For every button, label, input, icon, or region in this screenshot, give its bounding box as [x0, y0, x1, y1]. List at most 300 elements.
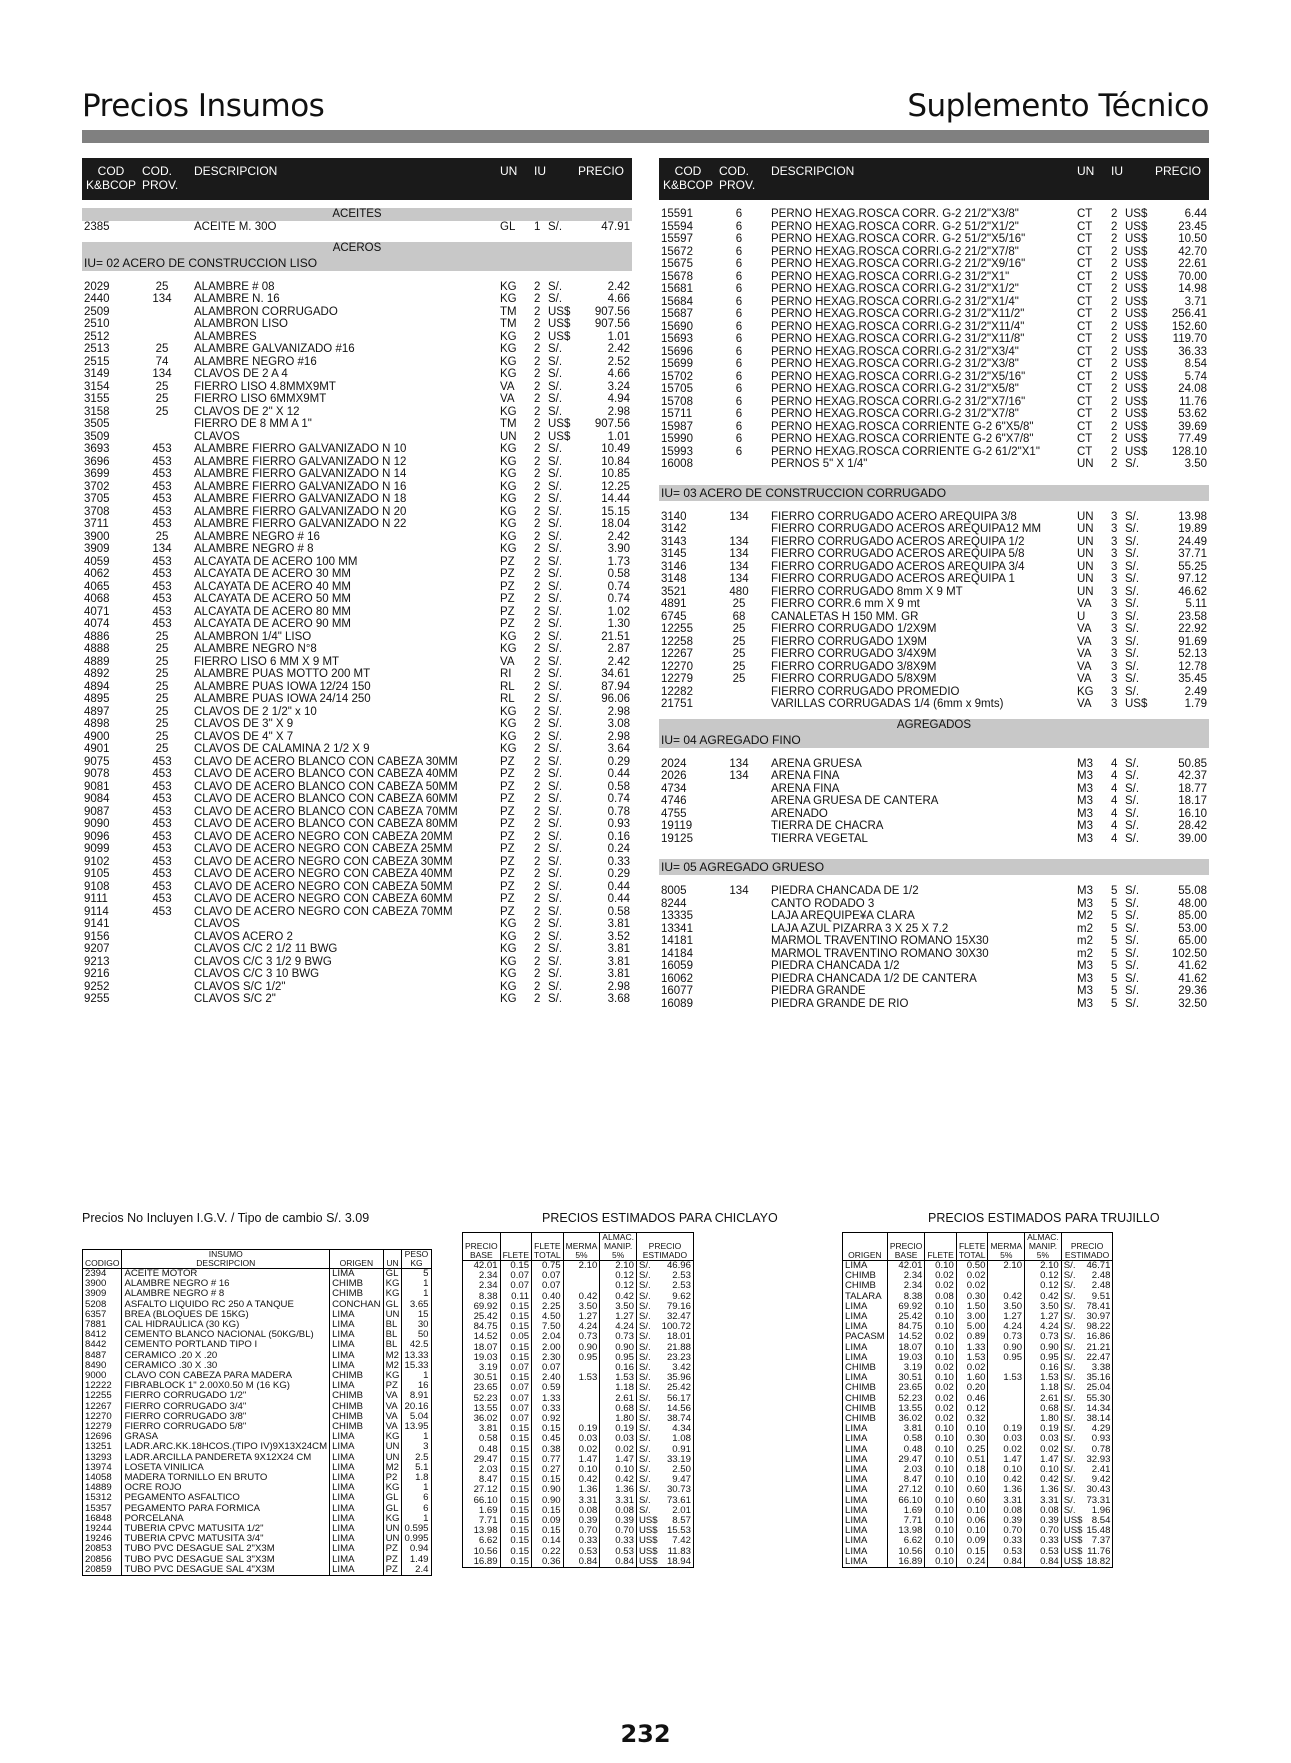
item-unit: KG: [500, 480, 517, 493]
item-code: 21751: [661, 698, 693, 710]
base-price: 14.52: [473, 1331, 498, 1343]
item-description: FIERRO CORRUGADO 3/8": [122, 1412, 330, 1422]
item-iu: 3: [1111, 635, 1118, 648]
shrinkage: 0.73: [563, 1332, 600, 1342]
right-price-column: [659, 158, 1209, 1018]
freight-total: 1.53: [956, 1353, 988, 1363]
table-row: [659, 623, 1209, 636]
table-header-row: [843, 1233, 1113, 1261]
item-code: 9216: [84, 968, 110, 980]
item-description: ALAMBRON LISO: [194, 318, 288, 330]
item-weight: 5.04: [402, 1412, 431, 1422]
table-row: [659, 573, 1209, 586]
item-iu: 4: [1111, 757, 1118, 770]
item-code: 9105: [84, 868, 110, 880]
provider-code: 453: [152, 568, 172, 580]
item-origin: LIMA: [845, 1535, 868, 1547]
item-weight: 1: [402, 1432, 431, 1442]
item-price: 0.74: [607, 593, 630, 605]
item-price: 3.81: [607, 943, 630, 955]
item-currency: US$: [1125, 308, 1148, 320]
estimated-price: 73.31: [1086, 1494, 1111, 1506]
item-description: FIERRO DE 8 MM A 1": [194, 418, 312, 430]
item-description: LAJA AREQUIPE¥A CLARA: [771, 910, 915, 922]
item-code: 3521: [661, 585, 687, 598]
table-row: [82, 843, 632, 856]
freight-total: 0.51: [956, 1455, 988, 1465]
item-currency: S/.: [1125, 947, 1140, 960]
handling: 0.19: [1025, 1424, 1062, 1434]
item-price: 53.00: [1178, 922, 1207, 935]
estimated-price: 2.48: [1091, 1270, 1111, 1282]
item-weight: 20.16: [402, 1402, 431, 1412]
item-price: 0.58: [607, 568, 630, 580]
item-unit: KG: [500, 368, 517, 380]
shrinkage: 0.42: [988, 1292, 1025, 1302]
item-currency: US$: [1125, 245, 1148, 258]
shrinkage: 1.53: [563, 1373, 600, 1383]
item-iu: 2: [534, 468, 541, 480]
table-row: [659, 446, 1209, 459]
item-description: ALAMBRE NEGRO N°8: [194, 643, 317, 655]
item-code: 9111: [84, 893, 108, 905]
item-code: 4755: [661, 807, 687, 820]
item-origin: LIMA: [330, 1432, 384, 1442]
item-code: 9114: [84, 905, 109, 918]
table-row: [82, 381, 632, 394]
item-description: PERNO HEXAG.ROSCA CORR. G-2 51/2"X5/16": [771, 233, 1026, 245]
currency: S/.: [636, 1394, 659, 1404]
currency: S/.: [636, 1434, 659, 1444]
item-iu: 5: [1111, 935, 1118, 947]
item-code: 12255: [85, 1390, 112, 1402]
item-currency: US$: [1125, 208, 1148, 220]
item-currency: S/.: [548, 605, 563, 618]
item-unit: PZ: [500, 755, 515, 768]
item-weight: 13.33: [402, 1351, 431, 1361]
item-unit: M3: [1077, 960, 1093, 972]
freight: 0.15: [500, 1343, 531, 1353]
item-code: 9207: [84, 943, 110, 955]
item-iu: 2: [1111, 358, 1118, 370]
currency: S/.: [1061, 1373, 1084, 1383]
item-description: CLAVOS C/C 3 1/2 9 BWG: [194, 955, 332, 968]
freight: 0.10: [925, 1465, 956, 1475]
item-iu: 5: [1111, 947, 1118, 960]
item-description: CLAVO DE ACERO NEGRO CON CABEZA 70MM: [194, 905, 453, 918]
handling: 1.27: [1025, 1312, 1062, 1322]
item-description: ALAMBRE FIERRO GALVANIZADO N 10: [194, 443, 407, 455]
item-unit: CT: [1077, 408, 1093, 420]
item-iu: 2: [534, 993, 541, 1005]
currency: S/.: [1061, 1353, 1084, 1363]
item-code: 4897: [84, 705, 110, 718]
freight: 0.10: [925, 1496, 956, 1506]
currency: S/.: [1061, 1404, 1084, 1414]
provider-code: 453: [152, 518, 172, 530]
item-code: 12696: [85, 1431, 112, 1443]
item-iu: 3: [1111, 523, 1118, 535]
shrinkage: 0.53: [988, 1547, 1025, 1557]
handling: 1.80: [1025, 1414, 1062, 1424]
item-price: 55.25: [1178, 560, 1207, 573]
item-price: 97.12: [1178, 573, 1207, 585]
item-description: CLAVOS S/C 1/2": [194, 980, 286, 993]
item-description: PIEDRA CHANCADA 1/2: [771, 960, 900, 972]
item-code: 3708: [84, 505, 110, 518]
handling: 0.68: [1025, 1404, 1062, 1414]
item-price: 4.66: [607, 368, 630, 380]
item-unit: VA: [1077, 623, 1092, 635]
item-unit: KG: [500, 705, 517, 718]
item-weight: 1.49: [402, 1555, 431, 1565]
base-price: 8.38: [887, 1292, 925, 1302]
item-currency: US$: [1125, 433, 1148, 445]
item-code: 3149: [84, 368, 110, 380]
item-origin: LIMA: [845, 1515, 868, 1527]
table-row: [82, 606, 632, 619]
item-currency: S/.: [548, 468, 563, 480]
item-description: ALAMBRON CORRUGADO: [194, 305, 338, 318]
estimated-price: 2.53: [672, 1270, 691, 1282]
freight-total: 0.59: [532, 1383, 564, 1393]
column-header: [659, 158, 1209, 200]
currency: S/.: [1061, 1271, 1084, 1281]
item-weight: 13.95: [402, 1422, 431, 1432]
currency: S/.: [636, 1373, 659, 1383]
freight: 0.10: [925, 1485, 956, 1495]
item-iu: 2: [534, 493, 541, 505]
currency: US$: [636, 1516, 659, 1526]
base-price: 8.47: [887, 1475, 925, 1485]
item-origin: LIMA: [845, 1300, 868, 1312]
item-price: 36.33: [1178, 345, 1207, 358]
item-unit: BL: [383, 1320, 402, 1330]
item-description: CLAVO CON CABEZA PARA MADERA: [122, 1371, 330, 1381]
item-code: 9075: [84, 755, 110, 768]
item-iu: 5: [1111, 922, 1118, 935]
table-row: [659, 758, 1209, 771]
freight: 0.05: [500, 1332, 531, 1342]
base-price: 6.62: [478, 1535, 498, 1547]
table-row: [82, 906, 632, 919]
provider-code: 25: [155, 668, 169, 680]
item-iu: 3: [1111, 698, 1118, 710]
freight: 0.10: [925, 1455, 956, 1465]
freight-total: 0.24: [956, 1557, 988, 1568]
freight: 0.10: [925, 1373, 956, 1383]
item-code: 8244: [661, 897, 687, 910]
item-unit: UN: [383, 1442, 402, 1452]
item-weight: 2.4: [402, 1565, 431, 1576]
item-iu: 2: [1111, 295, 1118, 308]
item-code: 13251: [85, 1441, 112, 1453]
item-code: 3909: [84, 543, 110, 555]
page-title-right: Suplemento Técnico: [907, 88, 1209, 124]
item-unit: CT: [1077, 208, 1093, 220]
base-price: 19.03: [473, 1351, 498, 1363]
item-origin: LIMA: [330, 1310, 384, 1320]
item-iu: 2: [534, 355, 541, 368]
item-unit: CT: [1077, 258, 1093, 270]
estimated-price: 11.76: [1087, 1545, 1111, 1557]
provider-code: 6: [735, 395, 743, 408]
item-unit: CT: [1077, 295, 1093, 308]
item-code: 16008: [661, 458, 693, 470]
item-unit: CT: [1077, 270, 1093, 283]
item-description: PERNO HEXAG.ROSCA CORRI.G-2 31/2"X1/4": [771, 295, 1019, 308]
item-currency: US$: [1125, 233, 1148, 245]
freight-total: 0.07: [532, 1363, 564, 1373]
provider-code: 25: [732, 648, 746, 660]
provider-code: 25: [155, 655, 169, 668]
item-iu: 2: [534, 455, 541, 468]
item-price: 119.70: [1172, 333, 1207, 345]
item-origin: CHIMB: [330, 1412, 384, 1422]
freight-total: 7.50: [532, 1322, 564, 1332]
item-currency: S/.: [548, 743, 563, 755]
item-currency: S/.: [548, 380, 563, 393]
handling: 0.39: [600, 1516, 637, 1526]
freight: 0.15: [500, 1434, 531, 1444]
item-currency: S/.: [1125, 807, 1140, 820]
freight-total: 0.15: [532, 1506, 564, 1516]
item-description: FIERRO CORRUGADO 3/4X9M: [771, 648, 937, 660]
price-section: [82, 208, 632, 234]
freight: 0.02: [925, 1383, 956, 1393]
estimated-price: 9.62: [672, 1290, 691, 1302]
provider-code: 134: [729, 548, 749, 560]
item-description: FIERRO CORRUGADO 1/2": [122, 1391, 330, 1401]
item-currency: S/.: [548, 830, 563, 843]
item-weight: 1: [402, 1279, 431, 1289]
item-description: PERNO HEXAG.ROSCA CORRI.G-2 31/2"X5/8": [771, 383, 1019, 395]
freight: 0.15: [500, 1373, 531, 1383]
item-price: 1.02: [607, 605, 630, 618]
item-currency: US$: [1125, 270, 1148, 283]
base-price: 3.81: [887, 1424, 925, 1434]
shrinkage: [988, 1394, 1025, 1404]
provider-code: 453: [152, 905, 172, 918]
item-currency: S/.: [548, 343, 563, 355]
provider-code: 6: [735, 333, 743, 345]
item-code: 2394: [85, 1268, 107, 1279]
item-currency: S/.: [548, 780, 563, 793]
freight-total: 0.02: [956, 1271, 988, 1281]
item-currency: S/.: [1125, 548, 1140, 560]
item-currency: US$: [548, 318, 571, 330]
freight-total: 0.20: [956, 1383, 988, 1393]
freight-total: 0.10: [956, 1506, 988, 1516]
item-unit: PZ: [500, 568, 515, 580]
shrinkage: 0.90: [563, 1343, 600, 1353]
item-iu: 2: [1111, 458, 1118, 470]
column-header-2: DESCRIPCION: [771, 164, 855, 178]
shrinkage: 0.10: [988, 1465, 1025, 1475]
base-price: 0.58: [478, 1433, 498, 1445]
item-description: CERAMICO .20 X .20: [122, 1351, 330, 1361]
item-currency: S/.: [1125, 685, 1140, 698]
item-iu: 3: [1111, 548, 1118, 560]
item-unit: PZ: [500, 893, 515, 905]
table-row: [659, 611, 1209, 624]
item-price: 23.45: [1178, 220, 1207, 233]
table-row: [82, 943, 632, 956]
item-description: LAJA AZUL PIZARRA 3 X 25 X 7.2: [771, 922, 949, 935]
handling: 1.47: [600, 1455, 637, 1465]
freight: 0.07: [500, 1383, 531, 1393]
handling: 0.73: [1025, 1332, 1062, 1342]
item-iu: 4: [1111, 832, 1118, 845]
handling: 0.08: [1025, 1506, 1062, 1516]
estimated-price: 3.38: [1091, 1362, 1111, 1374]
base-price: 52.23: [473, 1392, 498, 1404]
estimated-price: 55.30: [1086, 1392, 1111, 1404]
item-iu: 2: [534, 830, 541, 843]
item-iu: 2: [534, 805, 541, 818]
shrinkage: 3.50: [988, 1302, 1025, 1312]
table-row: [82, 221, 632, 234]
item-price: 10.84: [601, 455, 630, 468]
item-description: FIERRO CORRUGADO 1X9M: [771, 635, 927, 648]
freight-total: 0.92: [532, 1414, 564, 1424]
provider-code: 6: [735, 445, 743, 458]
table-row: [659, 935, 1209, 948]
item-unit: UN: [383, 1310, 402, 1320]
item-unit: KG: [383, 1514, 402, 1524]
freight-total: 0.09: [532, 1516, 564, 1526]
currency: S/.: [636, 1292, 659, 1302]
item-code: 15312: [85, 1492, 112, 1504]
item-weight: 1: [402, 1371, 431, 1381]
item-description: FIERRO CORRUGADO 5/8": [122, 1422, 330, 1432]
item-code: 2513: [84, 343, 110, 355]
currency: S/.: [636, 1445, 659, 1455]
item-description: CLAVO DE ACERO NEGRO CON CABEZA 40MM: [194, 868, 453, 880]
base-price: 3.81: [478, 1423, 498, 1435]
currency: S/.: [636, 1261, 659, 1272]
currency: S/.: [636, 1363, 659, 1373]
base-price: 66.10: [473, 1494, 498, 1506]
item-price: 24.49: [1178, 535, 1207, 548]
item-unit: BL: [383, 1330, 402, 1340]
item-origin: LIMA: [330, 1555, 384, 1565]
table-row: [82, 643, 632, 656]
column-header-5: PRECIO: [578, 164, 625, 178]
item-currency: US$: [548, 305, 571, 318]
freight: 0.15: [500, 1516, 531, 1526]
provider-code: 453: [152, 468, 172, 480]
item-origin: CHIMB: [330, 1279, 384, 1289]
estimated-price: 30.97: [1086, 1311, 1111, 1323]
item-unit: PZ: [500, 618, 515, 630]
currency: S/.: [636, 1506, 659, 1516]
table-row: [82, 618, 632, 631]
item-iu: 4: [1111, 820, 1118, 832]
item-unit: CT: [1077, 320, 1093, 333]
item-weight: 0.94: [402, 1544, 431, 1554]
item-code: 15597: [661, 233, 693, 245]
item-unit: KG: [500, 293, 517, 305]
item-currency: S/.: [1125, 635, 1140, 648]
item-price: 22.61: [1178, 258, 1207, 270]
currency: S/.: [1061, 1445, 1084, 1455]
table-row: [82, 668, 632, 681]
item-description: TUBERIA CPVC MATUSITA 3/4": [122, 1534, 330, 1544]
item-currency: S/.: [548, 355, 563, 368]
item-iu: 2: [534, 518, 541, 530]
table-row: [82, 981, 632, 994]
item-unit: KG: [500, 530, 517, 543]
freight-total: 2.04: [532, 1332, 564, 1342]
base-price: 2.03: [478, 1464, 498, 1476]
item-currency: S/.: [548, 555, 563, 568]
item-code: 4891: [661, 598, 687, 610]
item-origin: LIMA: [330, 1493, 384, 1503]
item-price: 6.44: [1184, 208, 1207, 220]
item-weight: 3: [402, 1442, 431, 1452]
item-origin: LIMA: [845, 1453, 868, 1465]
handling: 0.95: [600, 1353, 637, 1363]
freight: 0.15: [500, 1557, 531, 1568]
item-price: 256.41: [1171, 308, 1207, 320]
table-row: [83, 1565, 432, 1576]
freight-total: 0.90: [532, 1496, 564, 1506]
item-code: 15990: [661, 433, 693, 445]
item-code: 3699: [84, 468, 110, 480]
shrinkage: 4.24: [563, 1322, 600, 1332]
handling: 0.12: [1025, 1271, 1062, 1281]
provider-code: 480: [729, 585, 749, 598]
freight: 0.07: [500, 1404, 531, 1414]
item-iu: 2: [534, 393, 541, 405]
item-iu: 2: [534, 643, 541, 655]
table-row: [82, 881, 632, 894]
base-price: 27.12: [473, 1484, 498, 1496]
item-unit: RI: [500, 668, 512, 680]
item-code: 4894: [84, 680, 110, 693]
freight: 0.15: [500, 1547, 531, 1557]
item-unit: PZ: [500, 593, 515, 605]
item-currency: S/.: [1125, 960, 1140, 972]
item-code: 8442: [85, 1339, 107, 1351]
table-row: [82, 893, 632, 906]
item-code: 12222: [85, 1380, 112, 1392]
freight-total: 0.30: [956, 1292, 988, 1302]
estimated-price: 15.48: [1086, 1525, 1111, 1537]
item-origin: LIMA: [845, 1260, 868, 1271]
item-description: PEGAMENTO PARA FORMICA: [122, 1504, 330, 1514]
table-row: [82, 393, 632, 406]
item-description: BREA (BLOQUES DE 15KG): [122, 1310, 330, 1320]
handling: 0.16: [600, 1363, 637, 1373]
provider-code: 6: [735, 270, 743, 283]
freight: 0.10: [925, 1557, 956, 1568]
item-description: FIERRO CORRUGADO 3/4": [122, 1402, 330, 1412]
table-row: [82, 368, 632, 381]
item-unit: KG: [500, 718, 517, 730]
item-unit: PZ: [383, 1565, 402, 1576]
freight: 0.10: [925, 1445, 956, 1455]
item-unit: KG: [500, 468, 517, 480]
item-currency: S/.: [1125, 820, 1140, 832]
item-description: PIEDRA CHANCADA DE 1/2: [771, 885, 919, 897]
item-description: TUBO PVC DESAGUE SAL 4"X3M: [122, 1565, 330, 1576]
table-row: [82, 806, 632, 819]
column-header-3: UN: [500, 164, 518, 178]
base-price: 30.51: [473, 1372, 498, 1384]
item-iu: 2: [534, 405, 541, 418]
